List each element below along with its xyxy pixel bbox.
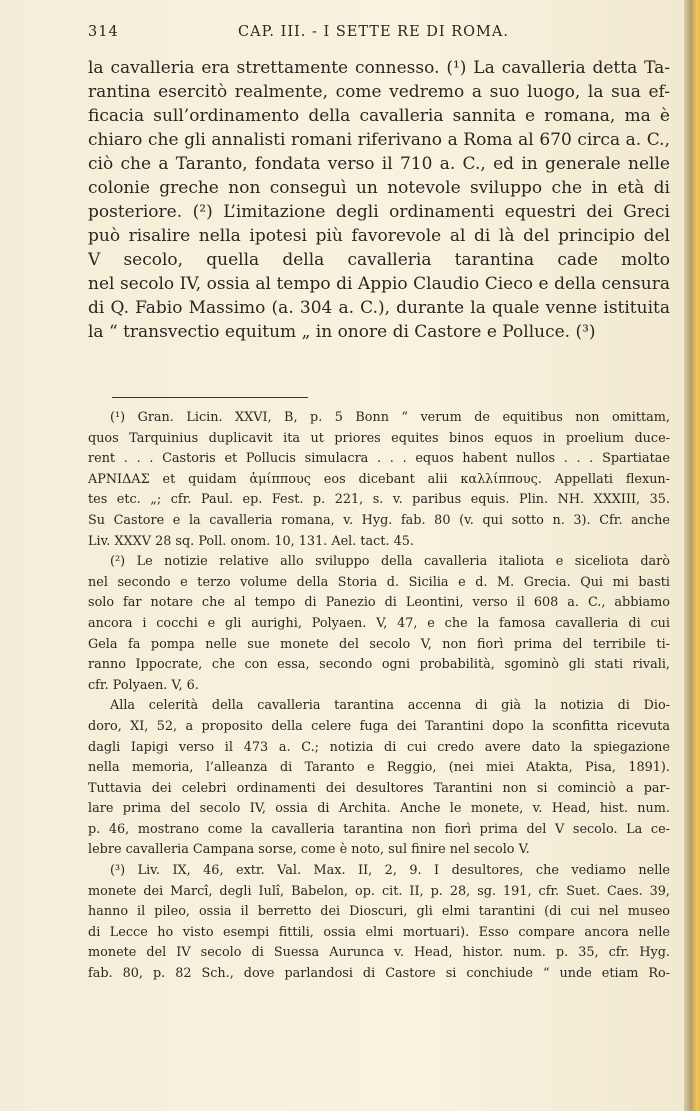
footnote-line: lebre cavalleria Campana sorse, come è noto, sul finire nel secolo V.: [88, 842, 530, 858]
footnote-line: lare prima del secolo IV, ossia di Archita. Anche le monete, v. Head, hist. num.: [88, 801, 670, 817]
footnote-line: (²) Le notizie relative allo sviluppo della cavalleria italiota e siceliota darò: [110, 554, 670, 570]
running-head: CAP. III. - I SETTE RE DI ROMA.: [238, 24, 509, 40]
text-line: nel secolo IV, ossia al tempo di Appio Claudio Cieco e della censura: [88, 274, 670, 294]
main-text: [88, 56, 670, 344]
footnote-line: (¹) Gran. Licin. XXVI, B, p. 5 Bonn “ verum de equitibus non omittam,: [110, 410, 670, 425]
text-line: colonie greche non conseguì un notevole sviluppo che in età di: [88, 178, 670, 198]
text-line: la “ transvectio equitum „ in onore di Castore e Polluce. (³): [88, 322, 596, 342]
text-line: ficacia sull’ordinamento della cavalleria sannita e romana, ma è: [88, 106, 670, 126]
footnote-line: quos Tarquinius duplicavit ita ut priores equites binos equos in proelium duce-: [88, 430, 670, 446]
footnote-line: solo far notare che al tempo di Panezio di Leontini, verso il 608 a. C., abbiamo: [88, 595, 670, 611]
text-line: la cavalleria era strettamente connesso. (¹) La cavalleria detta Ta-: [88, 58, 670, 78]
footnote-line: cfr. Polyaen. V, 6.: [88, 677, 199, 693]
text-line: rantina esercitò realmente, come vedremo a suo luogo, la sua ef-: [88, 82, 670, 102]
text-line: posteriore. (²) L’imitazione degli ordinamenti equestri dei Greci: [88, 202, 670, 222]
footnote-line: dagli Iapigi verso il 473 a. C.; notizia di cui credo avere dato la spiegazione: [88, 739, 670, 755]
footnote-line: Alla celerità della cavalleria tarantina accenna di già la notizia di Dio-: [110, 698, 670, 714]
page-number: 314: [88, 24, 119, 40]
footnote-line: nel secondo e terzo volume della Storia d. Sicilia e d. M. Grecia. Qui mi basti: [88, 574, 670, 590]
text-line: V secolo, quella della cavalleria tarantina cade molto: [88, 250, 670, 270]
footnote-line: rent . . . Castoris et Pollucis simulacra . . . equos habent nullos . . . Spartiatae: [88, 451, 670, 467]
footnote-line: ranno Ippocrate, che con essa, secondo ogni probabilità, sgominò gli stati rivali,: [88, 657, 670, 673]
footnote-line: monete del IV secolo di Suessa Aurunca v. Head, histor. num. p. 35, cfr. Hyg.: [88, 945, 670, 961]
footnote-line: fab. 80, p. 82 Sch., dove parlandosi di Castore si conchiude “ unde etiam Ro-: [88, 966, 670, 982]
footnote-line: nella memoria, l’alleanza di Taranto e Reggio, (nei miei Atakta, Pisa, 1891).: [88, 760, 670, 776]
footnote-line: di Lecce ho visto esempi fittili, ossia elmi mortuari). Esso compare ancora nelle: [88, 924, 670, 940]
text-line: chiaro che gli annalisti romani riferivano a Roma al 670 circa a. C.,: [88, 130, 670, 150]
footnote-line: Su Castore e la cavalleria romana, v. Hyg. fab. 80 (v. qui sotto n. 3). Cfr. anche: [88, 512, 670, 528]
text-line: ciò che a Taranto, fondata verso il 710 a. C., ed in generale nelle: [88, 154, 670, 174]
footnote-line: hanno il pileo, ossia il berretto dei Dioscuri, gli elmi tarantini (di cui nel museo: [88, 904, 670, 920]
footnote-line: Liv. XXXV 28 sq. Poll. onom. 10, 131. Ael. tact. 45.: [88, 533, 414, 549]
footnote-rule: [112, 397, 308, 398]
footnote-line: Tuttavia dei celebri ordinamenti dei desultores Tarantini non si cominciò a par-: [88, 780, 670, 796]
text-line: di Q. Fabio Massimo (a. 304 a. C.), durante la quale venne istituita: [88, 298, 670, 318]
page-header: [88, 24, 670, 46]
footnote-line: tes etc. „; cfr. Paul. ep. Fest. p. 221, s. v. paribus equis. Plin. NH. XXXIII, 35.: [88, 492, 670, 508]
footnotes: [88, 408, 670, 985]
footnote-line: p. 46, mostrano come la cavalleria tarantina non fiorì prima del V secolo. La ce-: [88, 821, 670, 837]
footnote-line: (³) Liv. IX, 46, extr. Val. Max. II, 2, 9. I desultores, che vediamo nelle: [110, 863, 670, 879]
page-edge: [684, 0, 700, 1111]
footnote-line: doro, XI, 52, a proposito della celere fuga dei Tarantini dopo la sconfitta ricevuta: [88, 718, 670, 734]
footnote-line: monete dei Marcî, degli Iulî, Babelon, op. cit. II, p. 28, sg. 191, cfr. Suet. Caes. 39,: [88, 883, 670, 899]
footnote-line: ΑΡΝΙΔΑΣ et quidam ἁμίππους eos dicebant alii καλλίππους. Appellati flexun-: [88, 471, 670, 487]
footnote-line: ancora i cocchi e gli aurighi, Polyaen. V, 47, e che la famosa cavalleria di cui: [88, 615, 670, 631]
footnote-line: Gela fa pompa nelle sue monete del secolo V, non fiorì prima del terribile ti-: [88, 636, 670, 652]
text-line: può risalire nella ipotesi più favorevole al di là del principio del: [88, 226, 670, 246]
